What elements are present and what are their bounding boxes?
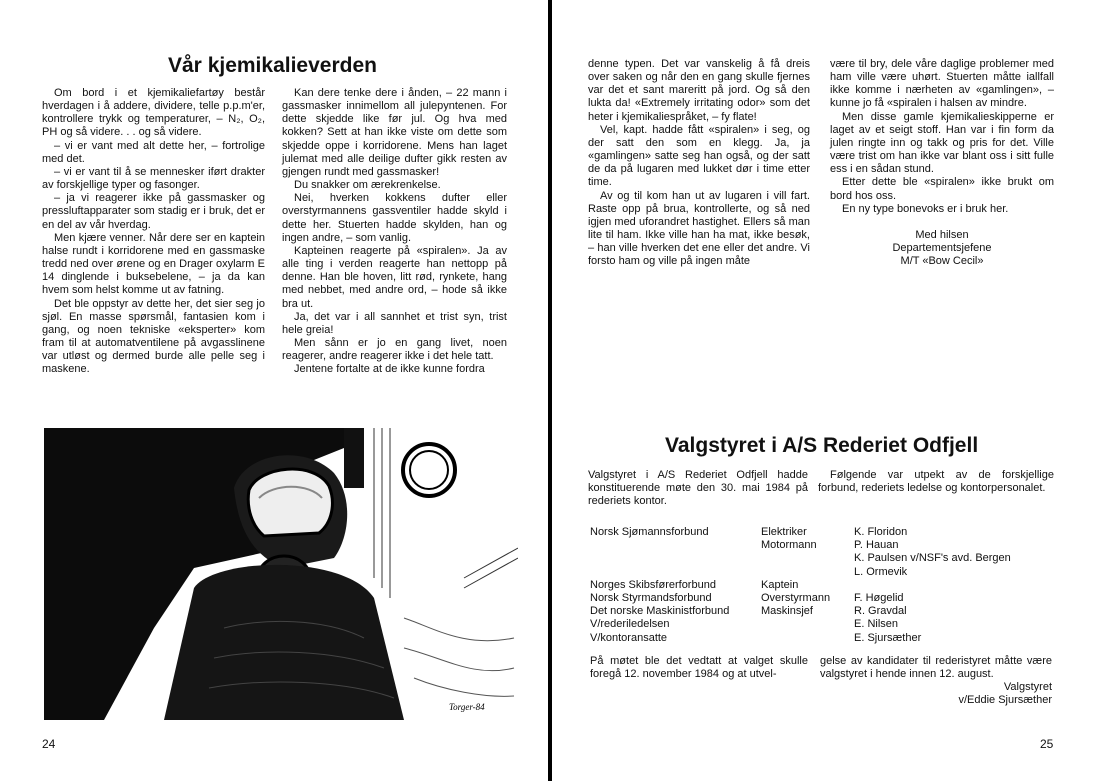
paragraph: Men disse gamle kjemikalieskipperne er laget av et seigt stoff. Han var i fin form da julen ringte inn og takk og pris for det. Ville være trist om han ikke var blant oss i sitt fulle ess i en sådan stund. — [830, 110, 1054, 176]
role-cell: Maskinsjef — [761, 605, 813, 618]
name-cell: K. Paulsen v/NSF's avd. Bergen — [854, 552, 1011, 565]
role-cell: Kaptein — [761, 578, 799, 591]
right-column-2 — [830, 58, 1054, 268]
name-cell: L. Ormevik — [854, 565, 908, 578]
closing-signature-line: Valgstyret — [1003, 681, 1052, 694]
paragraph: Ja, det var i all sannhet et trist syn, trist hele greia! — [282, 310, 507, 336]
left-column-1 — [42, 87, 265, 376]
paragraph: Jentene fortalte at de ikke kunne fordra — [294, 363, 485, 376]
paragraph: Kapteinen reagerte på «spiralen». Ja av alle ting i verden reagerte han nettopp på denne. Han ble hoven, litt rød, rynkete, hang med nebbet, med andre ord, – hode så ikke bra ut. — [282, 244, 507, 310]
name-cell: R. Gravdal — [854, 605, 907, 618]
election-board-table — [590, 526, 1060, 646]
paragraph: Vel, kapt. hadde fått «spiralen» i seg, og der satt den som en klegg. Ja, ja «gamlingen» satte seg han også, og der satt de da på lugaren med lukket dør i time etter time. — [588, 123, 810, 189]
closing-right — [820, 655, 1052, 708]
paragraph: Kan dere tenke dere i ånden, – 22 mann i gassmasker innimellom all julepyntenen. For dette skjedde like før jul. Og hva med kokken? Sett at han ikke viste om dette som skjedde oppe i korridorene. Mens han laget julemat med alle deilige dufter gikk resten av gjengen rundt med gassmasker! — [282, 87, 507, 178]
closing-left — [590, 655, 808, 681]
paragraph: være til bry, dele våre daglige problemer med ham ville være uhørt. Stuerten måtte iallfall ikke komme i nærheten av «gamlingen», – kunne jo få «spiralen i halsen av mindre. — [830, 58, 1054, 110]
paragraph: Valgstyret i A/S Rederiet Odfjell hadde konstituerende møte den 30. mai 1984 på rederiets kontor. — [588, 469, 808, 508]
section-title: Valgstyret i A/S Rederiet Odfjell — [665, 434, 979, 457]
org-cell: Norges Skibsførerforbund — [590, 578, 716, 591]
name-cell: P. Hauan — [854, 539, 899, 552]
paragraph: Av og til kom han ut av lugaren i vill fart. Raste opp på brua, kontrollerte, og så ned igjen med uforandret hastighet. Ellers så man lite til ham. Ikke ville han ha mat, ikke besøk, – han ville hverken det ene eller det andre. Vi forsto ham og ville på ingen måte — [588, 189, 810, 268]
left-page — [0, 0, 548, 781]
paragraph: gelse av kandidater til rederistyret måtte være valgstyret i hende innen 12. august. — [820, 655, 1052, 681]
name-cell: F. Høgelid — [854, 592, 904, 604]
page-number: 24 — [42, 737, 56, 751]
org-cell: Norsk Sjømannsforbund — [590, 526, 709, 538]
paragraph: Om bord i et kjemikaliefartøy består hverdagen i å addere, dividere, telle p.p.m'er, kontrollere trykk og temperaturer, – N₂, O₂, PH og så videre. . . og så videre. — [42, 87, 265, 139]
paragraph: En ny type bonevoks er i bruk her. — [842, 202, 1009, 215]
paragraph: Nei, hverken kokkens dufter eller overstyrmannens gassventiler hadde skyld i dette her. Stuerten hadde skylden, han og ingen andre, – som vanlig. — [282, 192, 507, 244]
paragraph: – ja vi reagerer ikke på gassmasker og pressluftapparater som stadig er i bruk, det er en del av vår hverdag. — [42, 192, 265, 231]
signature-line: Departementsjefene — [892, 242, 992, 255]
intro-right — [818, 469, 1054, 495]
paragraph: Du snakker om ærekrenkelse. — [294, 179, 441, 192]
paragraph: Følgende var utpekt av de forskjellige forbund, rederiets ledelse og kontorpersonalet. — [818, 469, 1054, 495]
paragraph: – vi er vant med alt dette her, – fortrolige med det. — [42, 139, 265, 165]
intro-left — [588, 469, 808, 508]
org-cell: Det norske Maskinistforbund — [590, 605, 730, 618]
paragraph: På møtet ble det vedtatt at valget skulle foregå 12. november 1984 og at utvel- — [590, 655, 808, 681]
signature-line: M/T «Bow Cecil» — [900, 255, 984, 268]
paragraph: denne typen. Det var vanskelig å få dreis over saken og når den en gang skulle fjernes var det et sant mareritt på jord. Og så den lukta da! «Extremely irritating odor» som det heter i kjemikaliespråket, – fy flate! — [588, 58, 810, 123]
paragraph: – vi er vant til å se mennesker iført drakter av forskjellige typer og fasonger. — [42, 165, 265, 192]
closing-signature-line: v/Eddie Sjursæther — [958, 694, 1052, 707]
page-number: 25 — [1040, 737, 1054, 751]
name-cell: E. Nilsen — [854, 618, 899, 631]
role-cell: Motormann — [761, 539, 817, 552]
org-cell: Norsk Styrmandsforbund — [590, 592, 712, 604]
right-column-1 — [588, 58, 810, 269]
role-cell: Overstyrmann — [761, 592, 831, 604]
paragraph: Etter dette ble «spiralen» ikke brukt om bord hos oss. — [830, 176, 1054, 202]
name-cell: K. Floridon — [854, 526, 908, 538]
org-cell: V/rederiledelsen — [590, 618, 670, 631]
paragraph: Men sånn er jo en gang livet, noen reagerer, andre reagerer ikke i det hele tatt. — [282, 336, 507, 363]
name-cell: E. Sjursæther — [854, 631, 922, 644]
right-page — [552, 0, 1100, 781]
gas-mask-illustration — [44, 428, 518, 720]
signature-line: Med hilsen — [915, 228, 969, 241]
role-cell: Elektriker — [761, 526, 807, 538]
left-column-2 — [282, 87, 507, 376]
paragraph: Men kjære venner. Når dere ser en kaptein halse rundt i korridorene med en gassmaske tredd ned over ørene og en Drager oxylarm E 14 dinglende i buksebelene, – ja da kan hvem som helst komme ut av fatning. — [42, 231, 265, 297]
article-title: Vår kjemikalieverden — [168, 54, 377, 77]
org-cell: V/kontoransatte — [590, 631, 668, 644]
artist-signature: Torger-84 — [449, 702, 485, 712]
paragraph: Det ble oppstyr av dette her, det sier seg jo sjøl. En masse spørsmål, fantasien kom i gang, og noen tekniske «eksperter» kom fram til at automatventilene på avgasslinene var utløst og dermed burde alle pelle seg i maskene. — [42, 297, 265, 376]
